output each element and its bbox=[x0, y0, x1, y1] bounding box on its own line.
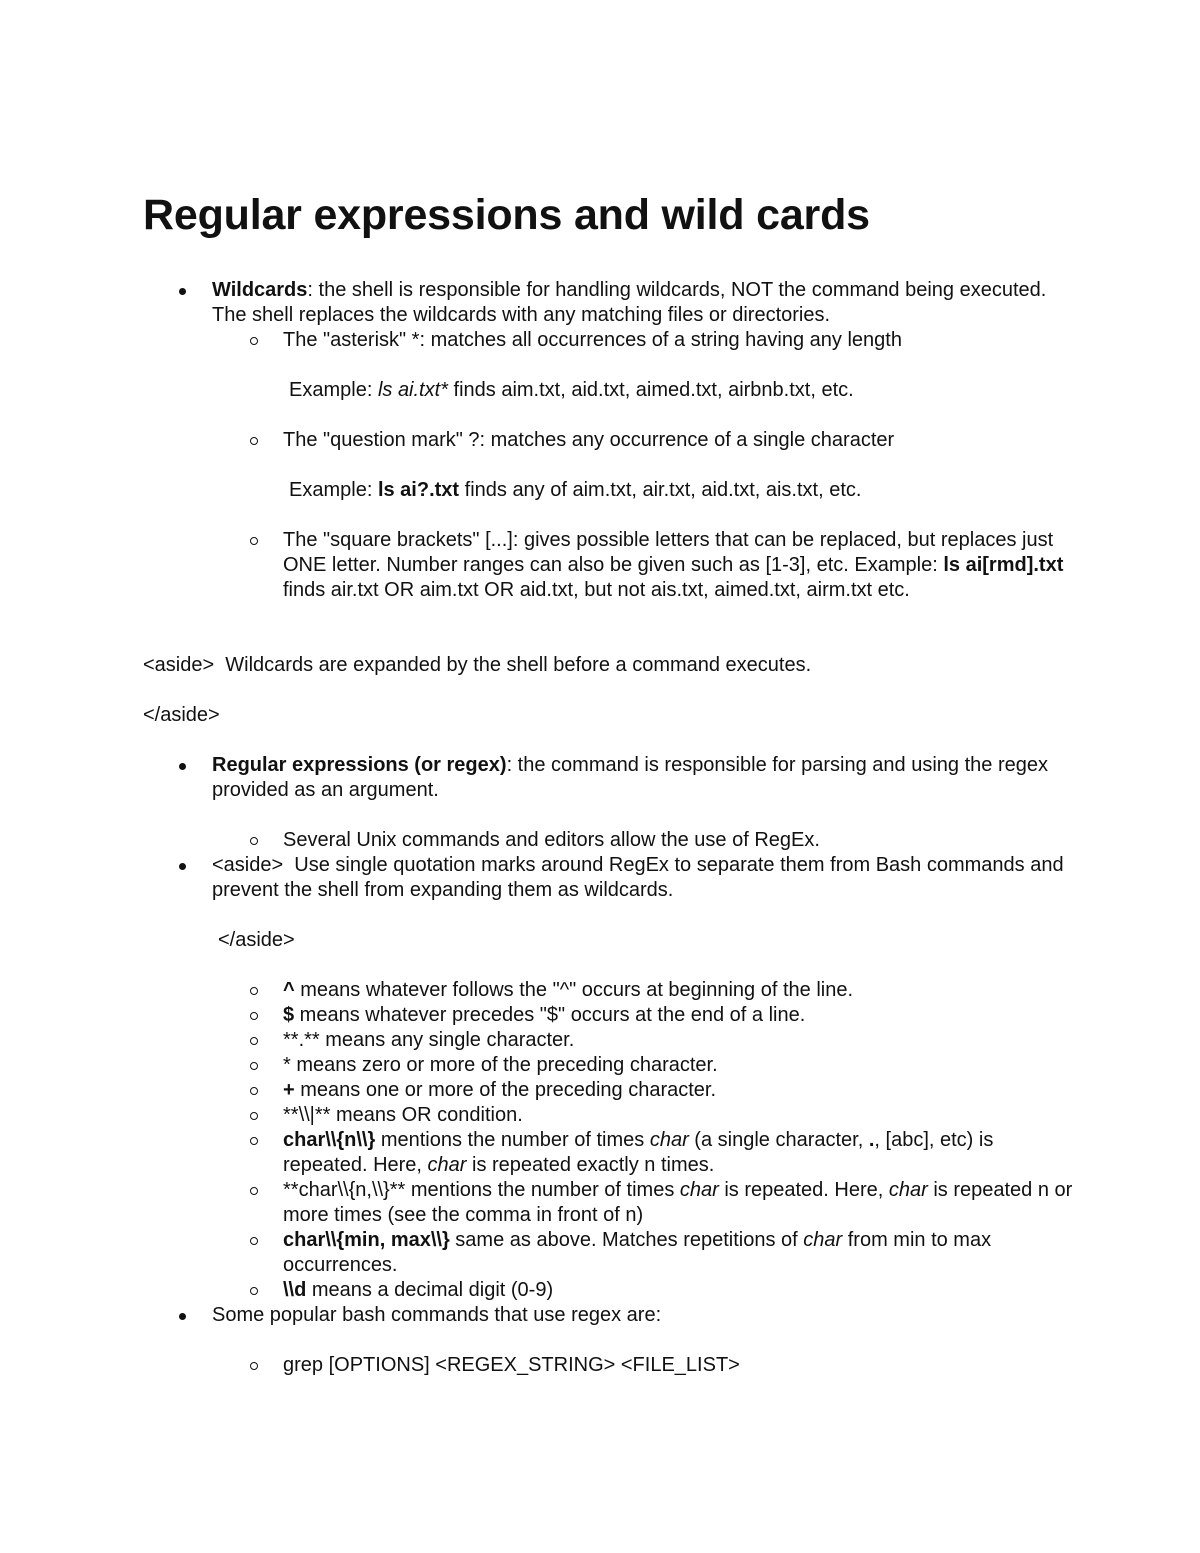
document-content bbox=[143, 188, 1083, 1378]
aside-open-2: <aside> Use single quotation marks around RegEx to separate them from Bash commands and prevent the shell from expanding them as wildcards. bbox=[212, 854, 1070, 901]
syntax-char-minmax-item: char\\{min, max\\} same as above. Matches repetitions of char from min to max occurrences. bbox=[143, 1228, 1083, 1278]
question-text: The "question mark" ?: matches any occurrence of a single character bbox=[283, 429, 895, 451]
aside-item-2 bbox=[143, 853, 1083, 1303]
syntax-digit-item: \\d means a decimal digit (0-9) bbox=[143, 1278, 1083, 1303]
asterisk-example: Example: ls ai.txt* finds aim.txt, aid.txt, aimed.txt, airbnb.txt, etc. bbox=[289, 379, 854, 401]
asterisk-text: The "asterisk" *: matches all occurrences of a string having any length bbox=[283, 329, 902, 351]
regex-item bbox=[143, 753, 1083, 853]
syntax-dot-item: **.** means any single character. bbox=[143, 1028, 1083, 1053]
bash-text: Some popular bash commands that use regex are: bbox=[212, 1304, 662, 1326]
regex-text: : the command is responsible for parsing and using the regex provided as an argument. bbox=[212, 754, 1048, 801]
aside-open-1: <aside> Wildcards are expanded by the shell before a command executes. bbox=[143, 654, 812, 676]
brackets-example: Example: ls ai[rmd].txt finds air.txt OR aim.txt OR aid.txt, but not ais.txt, aimed.txt, airm.txt etc. bbox=[283, 554, 1064, 601]
syntax-caret-item: ^ means whatever follows the "^" occurs at beginning of the line. bbox=[143, 978, 1083, 1003]
syntax-star-item: * means zero or more of the preceding character. bbox=[143, 1053, 1083, 1078]
brackets-example-cmd: ls ai[rmd].txt bbox=[943, 554, 1064, 576]
syntax-or-item: **\\|** means OR condition. bbox=[143, 1103, 1083, 1128]
wildcards-sublist bbox=[212, 328, 1083, 603]
brackets-item bbox=[143, 528, 1083, 603]
question-example: Example: ls ai?.txt finds any of aim.txt, air.txt, aid.txt, ais.txt, etc. bbox=[289, 479, 862, 501]
syntax-char-n-comma-item: **char\\{n,\\}** mentions the number of times char is repeated. Here, char is repeated n or more times (see the comma in front of n) bbox=[143, 1178, 1083, 1228]
question-item bbox=[143, 428, 1083, 528]
bash-item bbox=[143, 1303, 1083, 1378]
syntax-dollar-item: $ means whatever precedes "$" occurs at the end of a line. bbox=[143, 1003, 1083, 1028]
asterisk-example-cmd: ls ai.txt* bbox=[377, 379, 448, 401]
grep-usage-item: grep [OPTIONS] <REGEX_STRING> <FILE_LIST> bbox=[143, 1353, 1083, 1378]
question-example-cmd: ls ai?.txt bbox=[377, 479, 460, 501]
regex-sub-item: Several Unix commands and editors allow the use of RegEx. bbox=[143, 828, 1083, 853]
brackets-text: The "square brackets" [...]: gives possible letters that can be replaced, but replaces just ONE letter. Number ranges can also be given such as [1-3], etc. bbox=[283, 529, 1054, 576]
aside-close-2: </aside> bbox=[218, 929, 295, 951]
wildcards-text: : the shell is responsible for handling wildcards, NOT the command being executed. The shell replaces the wildcards with any matching files or directories. bbox=[212, 279, 1047, 326]
wildcards-item bbox=[143, 278, 1083, 603]
regex-term: Regular expressions (or regex) bbox=[212, 754, 507, 776]
regex-syntax-list bbox=[212, 978, 1083, 1303]
aside-close-1: </aside> bbox=[143, 704, 220, 726]
wildcards-term: Wildcards bbox=[212, 279, 308, 301]
regex-list bbox=[143, 753, 1083, 1378]
wildcards-list bbox=[143, 278, 1083, 603]
asterisk-item bbox=[143, 328, 1083, 428]
page-title: Regular expressions and wild cards bbox=[143, 191, 870, 239]
syntax-char-n-item: char\\{n\\} mentions the number of times char (a single character, ., [abc], etc) is repeated. Here, char is repeated exactly n times. bbox=[143, 1128, 1083, 1178]
syntax-plus-item: + means one or more of the preceding character. bbox=[143, 1078, 1083, 1103]
